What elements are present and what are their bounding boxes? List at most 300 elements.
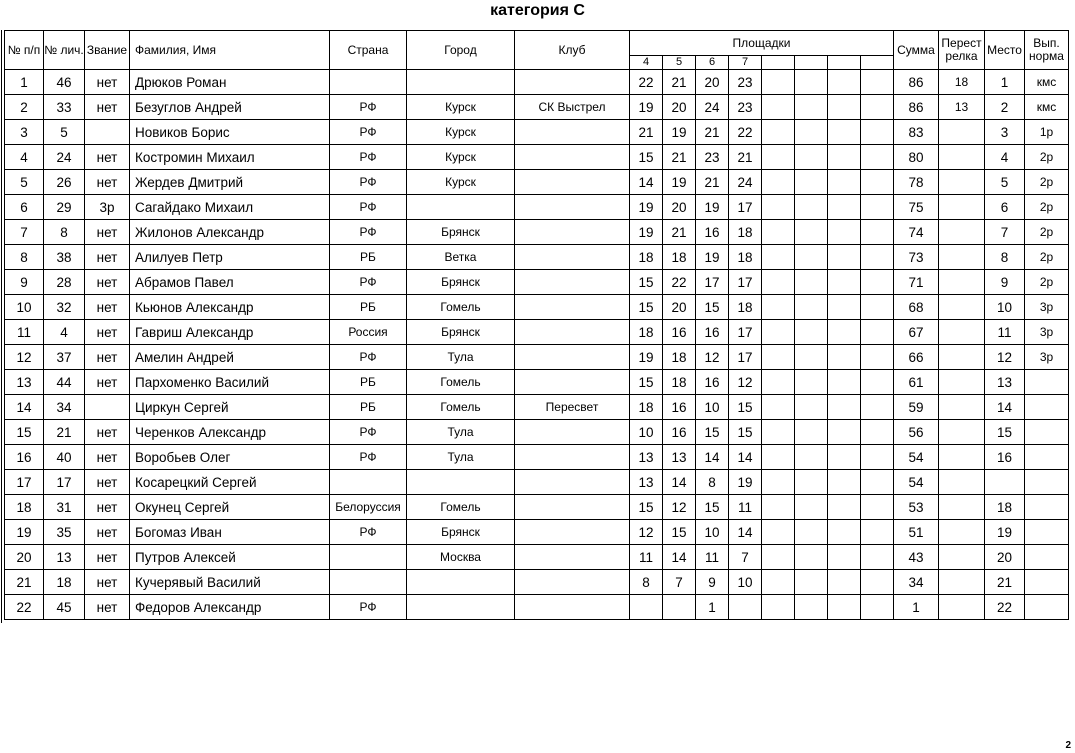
score-area-4-cell: 8 (630, 570, 663, 595)
score-area-empty-cell (828, 570, 861, 595)
rank-cell: нет (85, 220, 130, 245)
score-area-7-cell: 23 (729, 95, 762, 120)
row-number-cell: 14 (5, 395, 44, 420)
score-area-empty-cell (762, 595, 795, 620)
score-area-7-cell (729, 595, 762, 620)
norm-cell (1025, 470, 1069, 495)
place-cell: 8 (985, 245, 1025, 270)
country-cell: РФ (330, 170, 407, 195)
score-area-7-cell: 18 (729, 220, 762, 245)
score-area-empty-cell (828, 145, 861, 170)
country-cell (330, 570, 407, 595)
table-row (5, 195, 1069, 220)
score-area-empty-cell (861, 295, 894, 320)
license-number-cell: 46 (44, 70, 85, 95)
score-area-empty-cell (795, 420, 828, 445)
table-header (5, 31, 1069, 70)
norm-cell: 3р (1025, 345, 1069, 370)
country-cell: РФ (330, 95, 407, 120)
club-cell (515, 445, 630, 470)
shootoff-cell (939, 170, 985, 195)
score-area-empty-cell (762, 470, 795, 495)
club-cell (515, 470, 630, 495)
country-cell: РФ (330, 145, 407, 170)
score-area-7-cell: 23 (729, 70, 762, 95)
club-cell (515, 70, 630, 95)
score-area-empty-cell (795, 70, 828, 95)
total-sum-cell: 1 (894, 595, 939, 620)
city-cell: Брянск (407, 270, 515, 295)
club-cell (515, 270, 630, 295)
score-area-empty-cell (795, 470, 828, 495)
score-area-4-cell: 19 (630, 220, 663, 245)
score-area-7-cell: 17 (729, 195, 762, 220)
score-area-6-cell: 21 (696, 170, 729, 195)
score-area-4-cell: 19 (630, 95, 663, 120)
score-area-4-cell: 15 (630, 295, 663, 320)
score-area-7-cell: 18 (729, 245, 762, 270)
country-cell: РБ (330, 245, 407, 270)
row-number-cell: 7 (5, 220, 44, 245)
norm-cell (1025, 395, 1069, 420)
table-row (5, 470, 1069, 495)
score-area-6-cell: 11 (696, 545, 729, 570)
score-area-6-cell: 14 (696, 445, 729, 470)
club-cell (515, 570, 630, 595)
score-area-empty-cell (861, 70, 894, 95)
total-sum-cell: 59 (894, 395, 939, 420)
rank-cell (85, 120, 130, 145)
total-sum-cell: 53 (894, 495, 939, 520)
score-area-4-cell: 14 (630, 170, 663, 195)
license-number-cell: 21 (44, 420, 85, 445)
country-cell: РФ (330, 420, 407, 445)
rank-cell: нет (85, 145, 130, 170)
athlete-name-cell: Безуглов Андрей (130, 95, 330, 120)
score-area-empty-cell (795, 445, 828, 470)
score-area-5-cell: 20 (663, 95, 696, 120)
athlete-name-cell: Сагайдако Михаил (130, 195, 330, 220)
shootoff-cell (939, 370, 985, 395)
shootoff-cell (939, 220, 985, 245)
table-row (5, 70, 1069, 95)
score-area-5-cell: 16 (663, 320, 696, 345)
country-cell: РБ (330, 395, 407, 420)
score-area-4-cell: 13 (630, 445, 663, 470)
score-area-4-cell: 15 (630, 370, 663, 395)
score-area-7-cell: 18 (729, 295, 762, 320)
rank-cell: нет (85, 370, 130, 395)
score-area-7-cell: 7 (729, 545, 762, 570)
shootoff-cell (939, 120, 985, 145)
score-area-6-cell: 19 (696, 245, 729, 270)
score-area-empty-cell (795, 220, 828, 245)
rank-cell: нет (85, 495, 130, 520)
table-row (5, 595, 1069, 620)
score-area-empty-cell (762, 295, 795, 320)
place-cell: 7 (985, 220, 1025, 245)
place-cell: 15 (985, 420, 1025, 445)
score-area-4-cell: 15 (630, 495, 663, 520)
score-area-empty-cell (861, 95, 894, 120)
license-number-cell: 34 (44, 395, 85, 420)
score-area-5-cell: 18 (663, 345, 696, 370)
license-number-cell: 5 (44, 120, 85, 145)
score-area-empty-cell (828, 420, 861, 445)
score-area-empty-cell (762, 70, 795, 95)
score-area-empty-cell (861, 470, 894, 495)
total-sum-cell: 51 (894, 520, 939, 545)
place-cell: 16 (985, 445, 1025, 470)
athlete-name-cell: Кучерявый Василий (130, 570, 330, 595)
license-number-cell: 33 (44, 95, 85, 120)
score-area-4-cell: 19 (630, 345, 663, 370)
shootoff-cell (939, 195, 985, 220)
city-cell: Тула (407, 345, 515, 370)
rank-cell: нет (85, 320, 130, 345)
place-cell (985, 470, 1025, 495)
score-area-5-cell: 21 (663, 145, 696, 170)
country-cell: РФ (330, 220, 407, 245)
shootoff-cell (939, 245, 985, 270)
score-area-empty-cell (828, 370, 861, 395)
place-cell: 14 (985, 395, 1025, 420)
license-number-cell: 31 (44, 495, 85, 520)
country-cell: РФ (330, 445, 407, 470)
total-sum-cell: 67 (894, 320, 939, 345)
table-row (5, 445, 1069, 470)
row-number-cell: 19 (5, 520, 44, 545)
score-area-empty-cell (861, 145, 894, 170)
score-area-5-cell: 18 (663, 245, 696, 270)
score-area-empty-cell (828, 120, 861, 145)
norm-cell: кмс (1025, 70, 1069, 95)
rank-cell: нет (85, 95, 130, 120)
table-row (5, 95, 1069, 120)
header-club: Клуб (515, 31, 630, 70)
table-row (5, 220, 1069, 245)
table-row (5, 545, 1069, 570)
total-sum-cell: 56 (894, 420, 939, 445)
row-number-cell: 10 (5, 295, 44, 320)
score-area-empty-cell (795, 570, 828, 595)
score-area-4-cell: 22 (630, 70, 663, 95)
rank-cell: нет (85, 445, 130, 470)
score-area-empty-cell (828, 545, 861, 570)
header-area-num (828, 56, 861, 70)
score-area-4-cell (630, 595, 663, 620)
score-area-empty-cell (762, 395, 795, 420)
club-cell: Пересвет (515, 395, 630, 420)
header-country: Страна (330, 31, 407, 70)
score-area-5-cell: 20 (663, 195, 696, 220)
score-area-6-cell: 15 (696, 295, 729, 320)
license-number-cell: 45 (44, 595, 85, 620)
country-cell: РФ (330, 270, 407, 295)
score-area-empty-cell (861, 370, 894, 395)
shootoff-cell (939, 470, 985, 495)
score-area-empty-cell (861, 220, 894, 245)
score-area-7-cell: 19 (729, 470, 762, 495)
norm-cell: 2р (1025, 170, 1069, 195)
city-cell: Курск (407, 145, 515, 170)
score-area-7-cell: 17 (729, 345, 762, 370)
table-row (5, 170, 1069, 195)
score-area-4-cell: 21 (630, 120, 663, 145)
total-sum-cell: 54 (894, 445, 939, 470)
rank-cell: нет (85, 520, 130, 545)
table-row (5, 270, 1069, 295)
city-cell: Москва (407, 545, 515, 570)
club-cell (515, 220, 630, 245)
rank-cell: нет (85, 295, 130, 320)
table-row (5, 370, 1069, 395)
score-area-5-cell: 7 (663, 570, 696, 595)
row-number-cell: 21 (5, 570, 44, 595)
country-cell: РФ (330, 195, 407, 220)
table-row (5, 495, 1069, 520)
score-area-7-cell: 15 (729, 420, 762, 445)
total-sum-cell: 75 (894, 195, 939, 220)
results-table (4, 30, 1069, 620)
score-area-5-cell: 14 (663, 470, 696, 495)
score-area-4-cell: 12 (630, 520, 663, 545)
athlete-name-cell: Кьюнов Александр (130, 295, 330, 320)
score-area-empty-cell (795, 345, 828, 370)
score-area-empty-cell (762, 220, 795, 245)
score-area-6-cell: 8 (696, 470, 729, 495)
score-area-4-cell: 15 (630, 270, 663, 295)
city-cell: Гомель (407, 370, 515, 395)
score-area-4-cell: 11 (630, 545, 663, 570)
row-number-cell: 2 (5, 95, 44, 120)
rank-cell: нет (85, 245, 130, 270)
score-area-6-cell: 10 (696, 520, 729, 545)
club-cell (515, 245, 630, 270)
place-cell: 12 (985, 345, 1025, 370)
shootoff-cell: 18 (939, 70, 985, 95)
score-area-empty-cell (828, 445, 861, 470)
license-number-cell: 40 (44, 445, 85, 470)
athlete-name-cell: Окунец Сергей (130, 495, 330, 520)
rank-cell: нет (85, 345, 130, 370)
athlete-name-cell: Черенков Александр (130, 420, 330, 445)
shootoff-cell (939, 420, 985, 445)
total-sum-cell: 71 (894, 270, 939, 295)
score-area-empty-cell (861, 345, 894, 370)
score-area-7-cell: 12 (729, 370, 762, 395)
license-number-cell: 37 (44, 345, 85, 370)
total-sum-cell: 86 (894, 95, 939, 120)
score-area-7-cell: 15 (729, 395, 762, 420)
score-area-empty-cell (762, 270, 795, 295)
table-row (5, 120, 1069, 145)
norm-cell: 1р (1025, 120, 1069, 145)
header-area-num (861, 56, 894, 70)
header-area-num: 6 (696, 56, 729, 70)
score-area-5-cell: 21 (663, 220, 696, 245)
left-margin-rule (1, 30, 2, 623)
score-area-empty-cell (762, 570, 795, 595)
shootoff-cell (939, 145, 985, 170)
club-cell (515, 495, 630, 520)
score-area-empty-cell (861, 445, 894, 470)
country-cell (330, 545, 407, 570)
header-area-num: 4 (630, 56, 663, 70)
rank-cell: нет (85, 595, 130, 620)
score-area-empty-cell (828, 345, 861, 370)
norm-cell (1025, 595, 1069, 620)
score-area-empty-cell (762, 345, 795, 370)
athlete-name-cell: Абрамов Павел (130, 270, 330, 295)
club-cell (515, 170, 630, 195)
score-area-7-cell: 14 (729, 445, 762, 470)
table-row (5, 520, 1069, 545)
city-cell (407, 595, 515, 620)
license-number-cell: 18 (44, 570, 85, 595)
place-cell: 4 (985, 145, 1025, 170)
city-cell: Брянск (407, 320, 515, 345)
score-area-empty-cell (828, 520, 861, 545)
total-sum-cell: 80 (894, 145, 939, 170)
athlete-name-cell: Циркун Сергей (130, 395, 330, 420)
license-number-cell: 32 (44, 295, 85, 320)
city-cell (407, 470, 515, 495)
place-cell: 19 (985, 520, 1025, 545)
row-number-cell: 5 (5, 170, 44, 195)
total-sum-cell: 73 (894, 245, 939, 270)
table-row (5, 145, 1069, 170)
score-area-4-cell: 13 (630, 470, 663, 495)
club-cell (515, 345, 630, 370)
license-number-cell: 28 (44, 270, 85, 295)
athlete-name-cell: Жердев Дмитрий (130, 170, 330, 195)
score-area-empty-cell (861, 520, 894, 545)
place-cell: 10 (985, 295, 1025, 320)
athlete-name-cell: Пархоменко Василий (130, 370, 330, 395)
athlete-name-cell: Воробьев Олег (130, 445, 330, 470)
row-number-cell: 15 (5, 420, 44, 445)
table-body (5, 70, 1069, 620)
score-area-6-cell: 23 (696, 145, 729, 170)
score-area-6-cell: 16 (696, 320, 729, 345)
total-sum-cell: 61 (894, 370, 939, 395)
score-area-4-cell: 10 (630, 420, 663, 445)
row-number-cell: 1 (5, 70, 44, 95)
score-area-empty-cell (828, 270, 861, 295)
norm-cell: 3р (1025, 295, 1069, 320)
license-number-cell: 38 (44, 245, 85, 270)
score-area-6-cell: 21 (696, 120, 729, 145)
header-area-num (762, 56, 795, 70)
score-area-empty-cell (861, 570, 894, 595)
place-cell: 3 (985, 120, 1025, 145)
athlete-name-cell: Путров Алексей (130, 545, 330, 570)
shootoff-cell (939, 320, 985, 345)
score-area-7-cell: 14 (729, 520, 762, 545)
license-number-cell: 4 (44, 320, 85, 345)
city-cell: Гомель (407, 295, 515, 320)
score-area-empty-cell (828, 320, 861, 345)
score-area-5-cell: 19 (663, 120, 696, 145)
license-number-cell: 17 (44, 470, 85, 495)
club-cell (515, 595, 630, 620)
license-number-cell: 13 (44, 545, 85, 570)
country-cell: РФ (330, 595, 407, 620)
license-number-cell: 8 (44, 220, 85, 245)
club-cell (515, 420, 630, 445)
score-area-empty-cell (795, 170, 828, 195)
city-cell: Курск (407, 120, 515, 145)
score-area-empty-cell (828, 595, 861, 620)
place-cell: 18 (985, 495, 1025, 520)
score-area-6-cell: 20 (696, 70, 729, 95)
score-area-empty-cell (795, 370, 828, 395)
row-number-cell: 13 (5, 370, 44, 395)
city-cell (407, 570, 515, 595)
score-area-5-cell: 16 (663, 395, 696, 420)
score-area-empty-cell (795, 495, 828, 520)
rank-cell: 3р (85, 195, 130, 220)
club-cell (515, 520, 630, 545)
country-cell (330, 470, 407, 495)
header-area-num: 7 (729, 56, 762, 70)
score-area-empty-cell (861, 170, 894, 195)
page-title: категория C (490, 2, 585, 19)
score-area-6-cell: 10 (696, 395, 729, 420)
score-area-empty-cell (795, 545, 828, 570)
city-cell: Брянск (407, 220, 515, 245)
score-area-empty-cell (762, 445, 795, 470)
license-number-cell: 24 (44, 145, 85, 170)
club-cell (515, 320, 630, 345)
rank-cell: нет (85, 470, 130, 495)
row-number-cell: 9 (5, 270, 44, 295)
score-area-6-cell: 12 (696, 345, 729, 370)
total-sum-cell: 54 (894, 470, 939, 495)
score-area-5-cell: 15 (663, 520, 696, 545)
score-area-5-cell: 16 (663, 420, 696, 445)
rank-cell: нет (85, 420, 130, 445)
city-cell: Ветка (407, 245, 515, 270)
score-area-empty-cell (762, 520, 795, 545)
row-number-cell: 3 (5, 120, 44, 145)
row-number-cell: 4 (5, 145, 44, 170)
place-cell: 2 (985, 95, 1025, 120)
score-area-empty-cell (762, 370, 795, 395)
place-cell: 21 (985, 570, 1025, 595)
score-area-empty-cell (795, 120, 828, 145)
score-area-5-cell (663, 595, 696, 620)
score-area-empty-cell (828, 495, 861, 520)
score-area-empty-cell (861, 270, 894, 295)
city-cell (407, 70, 515, 95)
header-shootoff: Перестрелка (939, 31, 985, 70)
row-number-cell: 22 (5, 595, 44, 620)
score-area-empty-cell (828, 170, 861, 195)
score-area-empty-cell (828, 245, 861, 270)
city-cell: Тула (407, 420, 515, 445)
score-area-6-cell: 1 (696, 595, 729, 620)
row-number-cell: 17 (5, 470, 44, 495)
country-cell: РФ (330, 520, 407, 545)
score-area-4-cell: 18 (630, 245, 663, 270)
score-area-empty-cell (762, 495, 795, 520)
rank-cell: нет (85, 170, 130, 195)
total-sum-cell: 66 (894, 345, 939, 370)
table-row (5, 345, 1069, 370)
score-area-empty-cell (762, 145, 795, 170)
